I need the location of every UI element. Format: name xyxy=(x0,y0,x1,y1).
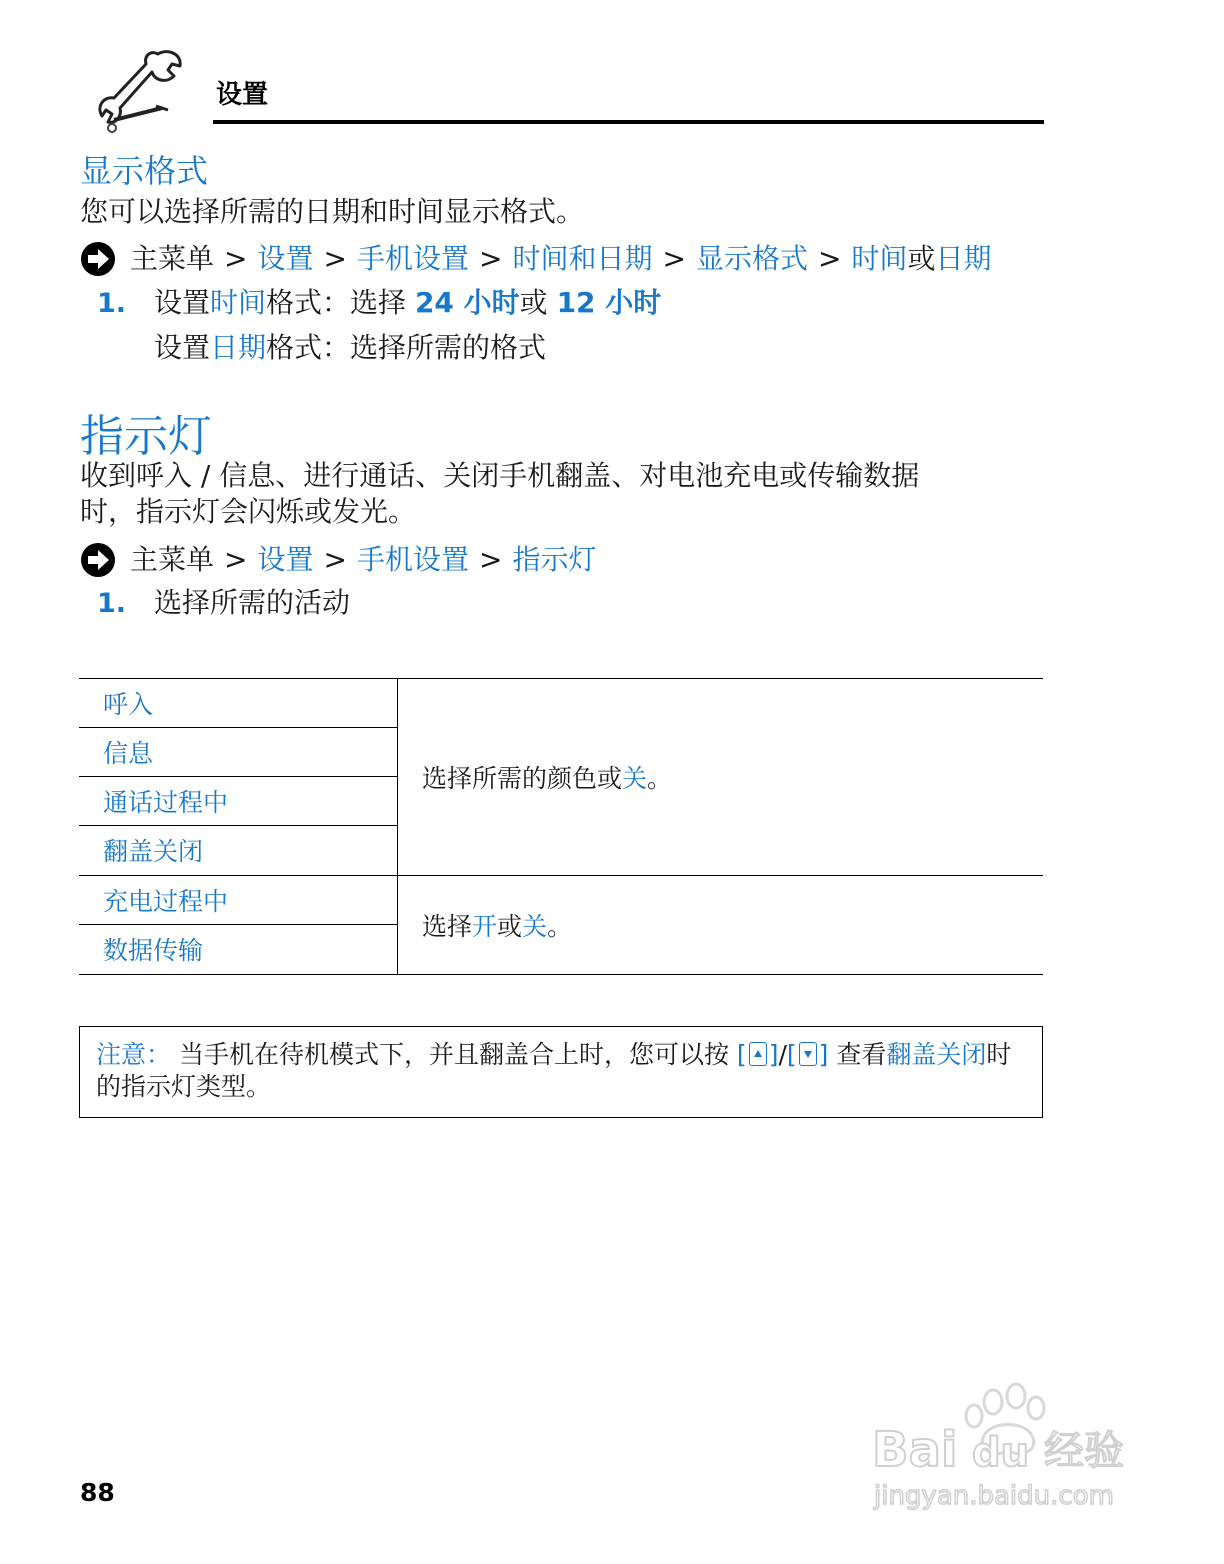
baidu-watermark-logo xyxy=(868,1380,1158,1530)
path-item-date[interactable]: 日期 xyxy=(935,242,992,275)
heading-indicator: 指示灯 xyxy=(80,411,212,462)
path-separator: > xyxy=(323,242,347,275)
path-item-time[interactable]: 时间 xyxy=(851,242,908,275)
indicator-table xyxy=(79,678,1043,975)
step-time-format: 设置时间格式：选择 24 小时或 12 小时 xyxy=(154,286,662,319)
menu-path-indicator xyxy=(80,542,596,578)
table-row-charging: 充电过程中 xyxy=(79,876,397,925)
note-keyword: 翻盖关闭 xyxy=(886,1040,987,1069)
path-item-settings[interactable]: 设置 xyxy=(257,543,314,576)
path-separator: > xyxy=(662,242,686,275)
note-box: 注意： 当手机在待机模式下，并且翻盖合上时，您可以按 [ ]/[ ] 查看翻盖关闭时的指示灯类型。 xyxy=(79,1026,1043,1118)
table-row-in-call: 通话过程中 xyxy=(79,777,397,826)
table-group-onoff xyxy=(79,876,1043,975)
step-date-format: 设置日期格式：选择所需的格式 xyxy=(154,331,547,364)
kw-time: 时间 xyxy=(210,286,267,319)
table-group-color xyxy=(79,679,1043,876)
table-row-data-transfer: 数据传输 xyxy=(103,936,204,965)
path-separator: > xyxy=(224,543,248,576)
section-title: 设置 xyxy=(216,80,269,110)
up-key-icon xyxy=(749,1042,767,1066)
arrow-circle-icon xyxy=(80,542,116,578)
header-rule xyxy=(213,120,1044,124)
path-item-phone-settings[interactable]: 手机设置 xyxy=(356,242,469,275)
indicator-intro-line2: 时，指示灯会闪烁或发光。 xyxy=(80,495,417,528)
page-number: 88 xyxy=(80,1478,115,1507)
path-or: 或 xyxy=(907,242,936,275)
path-item-main-menu: 主菜单 xyxy=(130,543,215,576)
path-item-main-menu: 主菜单 xyxy=(130,242,215,275)
path-item-settings[interactable]: 设置 xyxy=(257,242,314,275)
path-separator: > xyxy=(224,242,248,275)
path-item-time-date[interactable]: 时间和日期 xyxy=(512,242,653,275)
step-number: 1. xyxy=(97,288,127,319)
note-label: 注意： xyxy=(96,1040,172,1069)
heading-display-format: 显示格式 xyxy=(80,152,209,190)
path-separator: > xyxy=(478,543,503,576)
kw-date: 日期 xyxy=(210,331,267,364)
option-24h: 24 小时 xyxy=(414,286,520,319)
path-separator: > xyxy=(478,242,503,275)
table-row-incoming: 呼入 xyxy=(79,679,397,728)
indicator-intro-line1: 收到呼入 / 信息、进行通话、关闭手机翻盖、对电池充电或传输数据 xyxy=(80,459,920,492)
path-item-phone-settings[interactable]: 手机设置 xyxy=(356,543,469,576)
table-row-message: 信息 xyxy=(79,728,397,777)
down-key-icon xyxy=(799,1042,817,1066)
path-item-indicator[interactable]: 指示灯 xyxy=(512,543,597,576)
arrow-circle-icon xyxy=(80,241,116,277)
path-separator: > xyxy=(323,543,347,576)
svg-text:du: du xyxy=(972,1430,1030,1476)
table-desc-onoff: 选择 开 或 关 。 xyxy=(422,912,573,941)
svg-text:经验: 经验 xyxy=(1044,1428,1124,1474)
display-format-intro: 您可以选择所需的日期和时间显示格式。 xyxy=(80,195,585,228)
step-select-activity: 选择所需的活动 xyxy=(154,586,351,619)
step-number: 1. xyxy=(97,588,127,619)
svg-text:Bai: Bai xyxy=(872,1422,958,1478)
table-desc-color: 选择所需的颜色或 关 。 xyxy=(422,764,673,793)
svg-text:jingyan.baidu.com: jingyan.baidu.com xyxy=(874,1481,1114,1511)
table-row-flip-closed: 翻盖关闭 xyxy=(103,837,204,866)
option-12h: 12 小时 xyxy=(556,286,662,319)
path-item-display-format[interactable]: 显示格式 xyxy=(695,242,808,275)
wrench-icon xyxy=(96,46,188,138)
menu-path-display-format xyxy=(80,241,991,277)
path-separator: > xyxy=(817,242,842,275)
